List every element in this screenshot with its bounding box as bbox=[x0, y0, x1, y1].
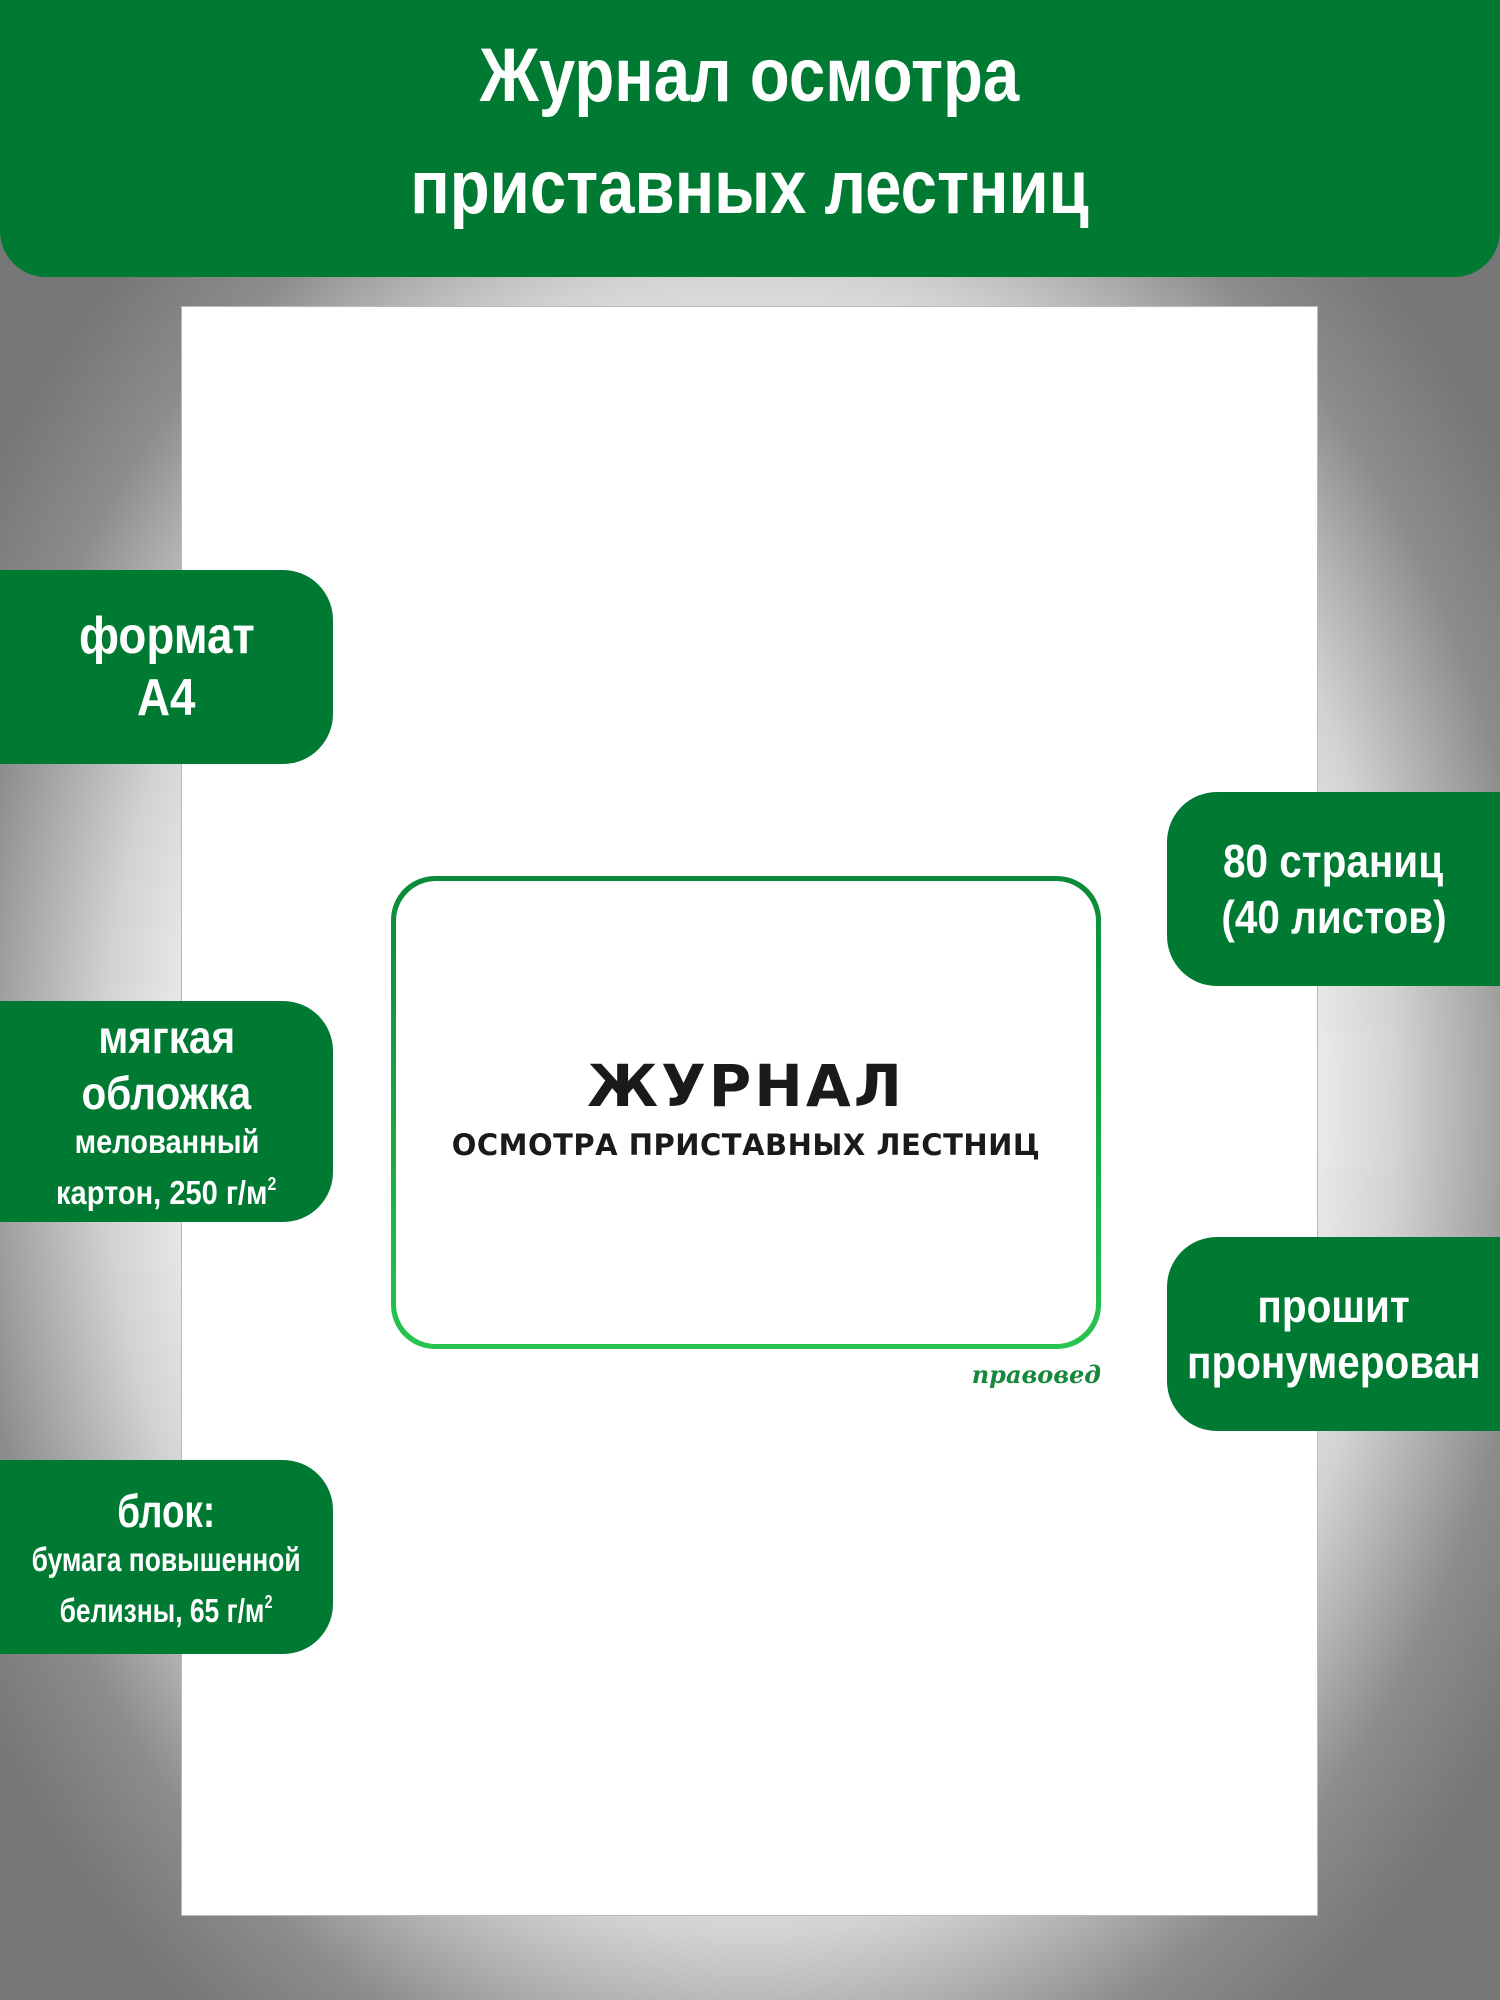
badge-cover-line4-sup: 2 bbox=[267, 1174, 277, 1194]
badge-cover-type bbox=[0, 1001, 333, 1222]
badge-cover-line1: мягкая bbox=[98, 1011, 235, 1063]
journal-cover bbox=[181, 306, 1318, 1916]
brand-logo-text: правовед bbox=[971, 1360, 1101, 1389]
badge-format-line1: формат bbox=[78, 607, 255, 665]
cover-subtitle: ОСМОТРА ПРИСТАВНЫХ ЛЕСТНИЦ bbox=[451, 1127, 1041, 1162]
badge-binding bbox=[1167, 1237, 1500, 1431]
badge-format-line2: А4 bbox=[137, 669, 196, 727]
badge-block-line2: бумага повышенной bbox=[32, 1540, 301, 1578]
badge-block-line1: блок: bbox=[117, 1484, 216, 1537]
badge-block bbox=[0, 1460, 333, 1654]
cover-title: ЖУРНАЛ bbox=[587, 1051, 905, 1120]
badge-cover-line3: мелованный bbox=[74, 1123, 259, 1160]
badge-pages bbox=[1167, 792, 1500, 986]
page-title: Журнал осмотра приставных лестниц bbox=[410, 32, 1090, 230]
badge-cover-line4 bbox=[56, 1163, 276, 1214]
badge-pages-line2: (40 листов) bbox=[1220, 891, 1447, 943]
badge-pages-line1: 80 страниц bbox=[1223, 835, 1444, 887]
badge-binding-line2: пронумерован bbox=[1186, 1336, 1481, 1388]
header-banner bbox=[0, 0, 1500, 277]
badge-block-line3-text: белизны, 65 г/м bbox=[60, 1591, 265, 1629]
cover-label-frame bbox=[391, 876, 1101, 1349]
cover-label bbox=[396, 881, 1096, 1344]
badge-block-line3-sup: 2 bbox=[264, 1591, 273, 1612]
badge-binding-line1: прошит bbox=[1257, 1280, 1410, 1332]
badge-cover-line4-text: картон, 250 г/м bbox=[56, 1174, 268, 1211]
badge-format bbox=[0, 570, 333, 764]
badge-block-line3 bbox=[60, 1581, 273, 1632]
badge-cover-line2: обложка bbox=[81, 1067, 252, 1119]
